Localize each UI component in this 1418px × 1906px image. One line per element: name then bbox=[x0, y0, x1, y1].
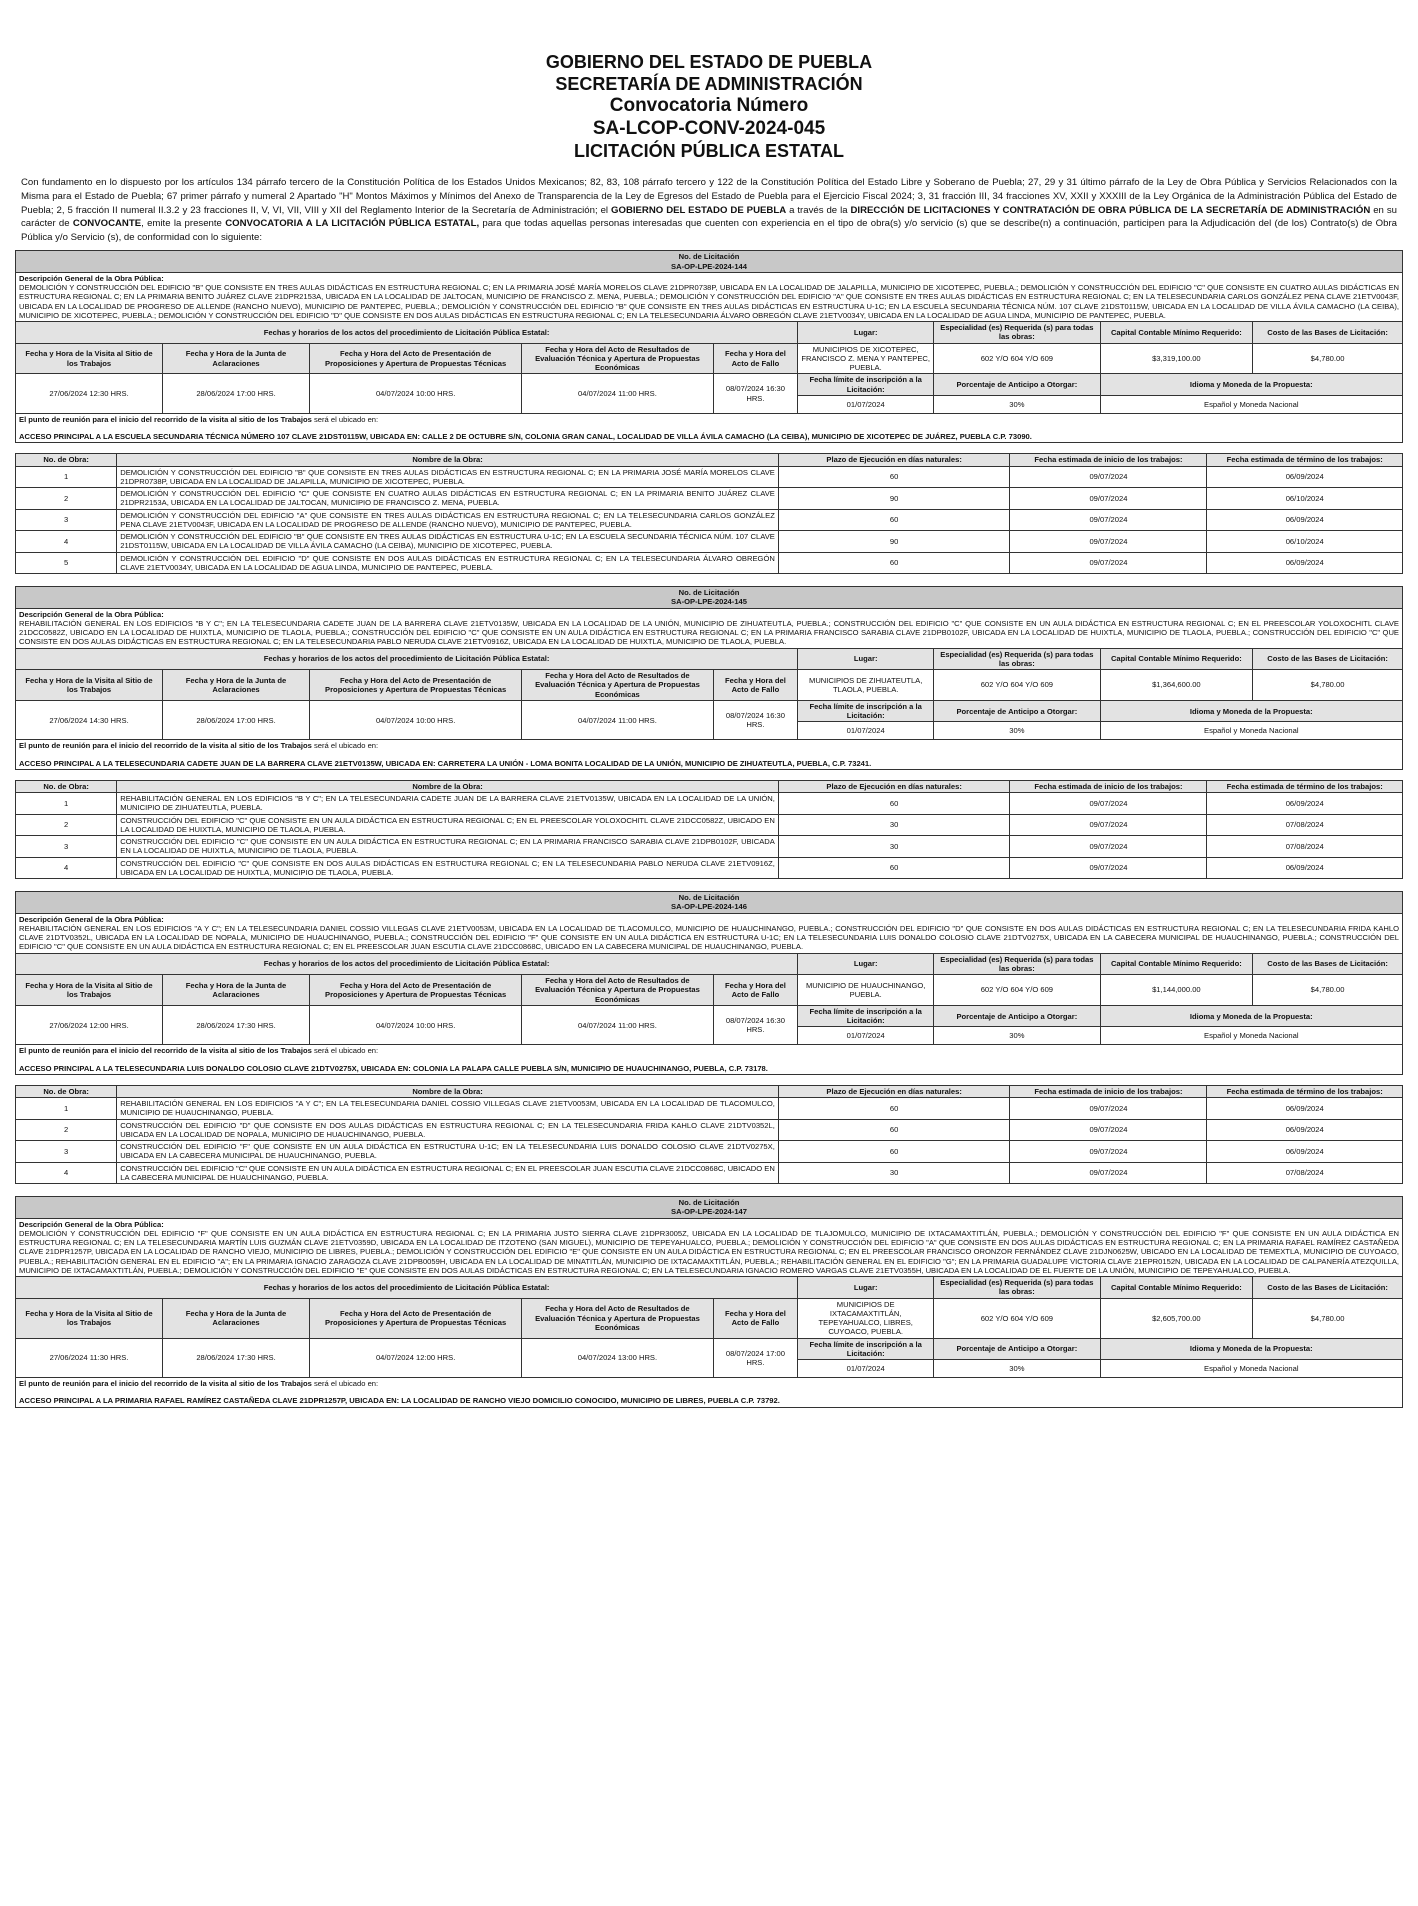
especialidad-value: 602 Y/O 604 Y/O 609 bbox=[934, 343, 1100, 374]
licitaciones-container bbox=[15, 250, 1403, 1407]
header-line-4: SA-LCOP-CONV-2024-045 bbox=[592, 117, 826, 139]
visita-label: Fecha y Hora de la Visita al Sitio de los Trabajos bbox=[16, 1298, 163, 1338]
plazo-header: Plazo de Ejecución en días naturales: bbox=[778, 1085, 1010, 1097]
obra-nombre: CONSTRUCCIÓN DEL EDIFICIO "C" QUE CONSISTE EN UN AULA DIDÁCTICA EN ESTRUCTURA REGIONAL C; EN EL PREESCOLAR JUAN ESCUTIA CLAVE 21DCC0868C, UBICADO EN LA CABECERA MUNICIPAL DE HUAUCHINANGO, PUEBLA. bbox=[117, 1162, 779, 1184]
description-label: Descripción General de la Obra Pública: bbox=[19, 273, 164, 283]
inicio-header: Fecha estimada de inicio de los trabajos: bbox=[1010, 454, 1207, 466]
obras-table bbox=[15, 1085, 1403, 1184]
costo-value: $4,780.00 bbox=[1253, 670, 1403, 701]
presentacion-label: Fecha y Hora del Acto de Presentación de Proposiciones y Apertura de Propuestas Técnicas bbox=[310, 343, 522, 374]
licitacion-section bbox=[15, 586, 1403, 879]
especialidad-label: Especialidad (es) Requerida (s) para todas las obras: bbox=[934, 322, 1100, 344]
costo-label: Costo de las Bases de Licitación: bbox=[1253, 648, 1403, 670]
punto-reunion-label-rest: será el ubicado en: bbox=[311, 1379, 379, 1389]
obra-inicio: 09/07/2024 bbox=[1010, 531, 1207, 553]
idioma-label: Idioma y Moneda de la Propuesta: bbox=[1100, 374, 1402, 396]
obra-no: 5 bbox=[16, 552, 117, 574]
obra-inicio: 09/07/2024 bbox=[1010, 1119, 1207, 1141]
obra-row bbox=[16, 793, 1403, 815]
costo-value: $4,780.00 bbox=[1253, 343, 1403, 374]
punto-reunion-value: ACCESO PRINCIPAL A LA TELESECUNDARIA LUIS DONALDO COLOSIO CLAVE 21DTV0275X, UBICADA EN: COLONIA LA PALAPA CALLE PUEBLA S/N, MUNICIPIO DE HUAUCHINANGO, PUEBLA, C.P. 73178. bbox=[19, 1063, 768, 1073]
intro-text-3: en su carácter de bbox=[21, 204, 1397, 230]
licitacion-section bbox=[15, 1196, 1403, 1408]
punto-reunion-label-rest: será el ubicado en: bbox=[311, 414, 379, 424]
fallo-label: Fecha y Hora del Acto de Fallo bbox=[713, 343, 798, 374]
punto-reunion-value: ACCESO PRINCIPAL A LA TELESECUNDARIA CADETE JUAN DE LA BARRERA CLAVE 21ETV0135W, UBICADA EN: CARRETERA LA UNIÓN - LOMA BONITA LOCALIDAD DE LA UNIÓN, MUNICIPIO DE ZIHUATEUTLA, PUEBLA, C.P. 73241. bbox=[19, 758, 872, 768]
nombre-obra-header: Nombre de la Obra: bbox=[117, 1085, 779, 1097]
obra-plazo: 60 bbox=[778, 509, 1010, 531]
licitacion-number: SA-OP-LPE-2024-145 bbox=[671, 597, 747, 607]
limite-value: 01/07/2024 bbox=[798, 1027, 934, 1045]
punto-reunion-label: El punto de reunión para el inicio del recorrido de la visita al sitio de los Trabajos bbox=[19, 1379, 312, 1389]
licitacion-table bbox=[15, 250, 1403, 443]
resultados-value: 04/07/2024 13:00 HRS. bbox=[522, 1338, 713, 1378]
obra-plazo: 60 bbox=[778, 857, 1010, 879]
obra-no: 2 bbox=[16, 1119, 117, 1141]
limite-value: 01/07/2024 bbox=[798, 1360, 934, 1378]
obra-nombre: CONSTRUCCIÓN DEL EDIFICIO "C" QUE CONSISTE EN DOS AULAS DIDÁCTICAS EN ESTRUCTURA REGIONAL C; EN LA TELESECUNDARIA PABLO NERUDA CLAVE 21ETV0916Z, UBICADA EN LA LOCALIDAD DE HUIXTLA, MUNICIPIO DE TLAOLA, PUEBLA. bbox=[117, 857, 779, 879]
presentacion-value: 04/07/2024 10:00 HRS. bbox=[310, 700, 522, 740]
obra-termino: 07/08/2024 bbox=[1207, 1162, 1403, 1184]
obra-row bbox=[16, 1141, 1403, 1163]
anticipo-label: Porcentaje de Anticipo a Otorgar: bbox=[934, 700, 1100, 722]
intro-text-4: , emite la presente bbox=[141, 218, 226, 230]
lugar-value: MUNICIPIO DE HUAUCHINANGO, PUEBLA. bbox=[798, 975, 934, 1006]
intro-text-2: a través de la bbox=[786, 204, 851, 216]
obra-plazo: 60 bbox=[778, 793, 1010, 815]
licitacion-section bbox=[15, 250, 1403, 574]
obra-plazo: 60 bbox=[778, 466, 1010, 488]
obra-plazo: 30 bbox=[778, 814, 1010, 836]
obra-nombre: DEMOLICIÓN Y CONSTRUCCIÓN DEL EDIFICIO "B" QUE CONSISTE EN TRES AULAS DIDÁCTICAS EN ESTRUCTURA REGIONAL C; EN LA PRIMARIA JOSÉ MARÍA MORELOS CLAVE 21DPR0738P, UBICADA EN LA LOCALIDAD DE JALAPILLA, MUNICIPIO DE XICOTEPEC, PUEBLA. bbox=[117, 466, 779, 488]
resultados-label: Fecha y Hora del Acto de Resultados de Evaluación Técnica y Apertura de Propuestas Económicas bbox=[522, 343, 713, 374]
resultados-value: 04/07/2024 11:00 HRS. bbox=[522, 700, 713, 740]
limite-label: Fecha límite de inscripción a la Licitación: bbox=[798, 374, 934, 396]
presentacion-value: 04/07/2024 10:00 HRS. bbox=[310, 374, 522, 414]
resultados-label: Fecha y Hora del Acto de Resultados de Evaluación Técnica y Apertura de Propuestas Económicas bbox=[522, 670, 713, 701]
idioma-value: Español y Moneda Nacional bbox=[1100, 722, 1402, 740]
licitacion-number-cell bbox=[16, 892, 1403, 914]
limite-label: Fecha límite de inscripción a la Licitación: bbox=[798, 1338, 934, 1360]
punto-reunion-label: El punto de reunión para el inicio del recorrido de la visita al sitio de los Trabajos bbox=[19, 741, 312, 751]
licitacion-number-cell bbox=[16, 251, 1403, 273]
obra-termino: 06/09/2024 bbox=[1207, 466, 1403, 488]
obra-row bbox=[16, 1162, 1403, 1184]
costo-value: $4,780.00 bbox=[1253, 1298, 1403, 1338]
junta-label: Fecha y Hora de la Junta de Aclaraciones bbox=[163, 670, 310, 701]
licitacion-number-cell bbox=[16, 587, 1403, 609]
obra-termino: 06/10/2024 bbox=[1207, 531, 1403, 553]
costo-label: Costo de las Bases de Licitación: bbox=[1253, 1277, 1403, 1299]
obra-row bbox=[16, 466, 1403, 488]
obra-no: 4 bbox=[16, 857, 117, 879]
obra-row bbox=[16, 1119, 1403, 1141]
obra-termino: 06/09/2024 bbox=[1207, 1141, 1403, 1163]
limite-value: 01/07/2024 bbox=[798, 722, 934, 740]
obra-plazo: 60 bbox=[778, 552, 1010, 574]
obra-plazo: 60 bbox=[778, 1098, 1010, 1120]
obra-nombre: CONSTRUCCIÓN DEL EDIFICIO "C" QUE CONSISTE EN UN AULA DIDÁCTICA EN ESTRUCTURA REGIONAL C; EN EL PREESCOLAR YOLOXOCHITL CLAVE 21DCC0582Z, UBICADO EN LA LOCALIDAD DE HUIXTLA, MUNICIPIO DE TLAOLA, PUEBLA. bbox=[117, 814, 779, 836]
licitacion-table bbox=[15, 586, 1403, 770]
lugar-value: MUNICIPIOS DE IXTACAMAXTITLÁN, TEPEYAHUALCO, LIBRES, CUYOACO, PUEBLA. bbox=[798, 1298, 934, 1338]
obra-nombre: CONSTRUCCIÓN DEL EDIFICIO "D" QUE CONSISTE EN DOS AULAS DIDÁCTICAS EN ESTRUCTURA REGIONAL C; EN LA TELESECUNDARIA FRIDA KAHLO CLAVE 21DTV0352L, UBICADA EN LA LOCALIDAD DE NOPALA, MUNICIPIO DE HUAUCHINANGO, PUEBLA. bbox=[117, 1119, 779, 1141]
obra-row bbox=[16, 552, 1403, 574]
costo-label: Costo de las Bases de Licitación: bbox=[1253, 953, 1403, 975]
anticipo-value: 30% bbox=[934, 395, 1100, 413]
obra-no: 2 bbox=[16, 814, 117, 836]
description-label: Descripción General de la Obra Pública: bbox=[19, 914, 164, 924]
obra-inicio: 09/07/2024 bbox=[1010, 552, 1207, 574]
obras-table bbox=[15, 453, 1403, 574]
termino-header: Fecha estimada de término de los trabajos: bbox=[1207, 454, 1403, 466]
obra-row bbox=[16, 857, 1403, 879]
nombre-obra-header: Nombre de la Obra: bbox=[117, 454, 779, 466]
no-obra-header: No. de Obra: bbox=[16, 780, 117, 792]
lugar-label: Lugar: bbox=[798, 1277, 934, 1299]
anticipo-label: Porcentaje de Anticipo a Otorgar: bbox=[934, 1005, 1100, 1027]
anticipo-label: Porcentaje de Anticipo a Otorgar: bbox=[934, 374, 1100, 396]
obra-termino: 06/09/2024 bbox=[1207, 857, 1403, 879]
junta-value: 28/06/2024 17:30 HRS. bbox=[163, 1338, 310, 1378]
document-page bbox=[15, 0, 1403, 1408]
punto-reunion-value: ACCESO PRINCIPAL A LA ESCUELA SECUNDARIA TÉCNICA NÚMERO 107 CLAVE 21DST0115W, UBICADA EN: CALLE 2 DE OCTUBRE S/N, COLONIA GRAN CANAL, LOCALIDAD DE VILLA ÁVILA CAMACHO (LA CEIBA), MUNICIPIO DE XICOTEPEC DE JUÁREZ, PUEBLA C.P. 73090. bbox=[19, 432, 1032, 442]
especialidad-label: Especialidad (es) Requerida (s) para todas las obras: bbox=[934, 648, 1100, 670]
obra-nombre: REHABILITACIÓN GENERAL EN LOS EDIFICIOS "B Y C"; EN LA TELESECUNDARIA CADETE JUAN DE LA BARRERA CLAVE 21ETV0135W, UBICADA EN LA LOCALIDAD DE LA UNIÓN, MUNICIPIO DE ZIHUATEUTLA, PUEBLA. bbox=[117, 793, 779, 815]
obra-nombre: REHABILITACIÓN GENERAL EN LOS EDIFICIOS "A Y C"; EN LA TELESECUNDARIA DANIEL COSSIO VILLEGAS CLAVE 21ETV0053M, UBICADA EN LA LOCALIDAD DE TLACOMULCO, MUNICIPIO DE HUAUCHINANGO, PUEBLA. bbox=[117, 1098, 779, 1120]
anticipo-value: 30% bbox=[934, 722, 1100, 740]
obra-no: 1 bbox=[16, 793, 117, 815]
anticipo-value: 30% bbox=[934, 1027, 1100, 1045]
obra-plazo: 90 bbox=[778, 531, 1010, 553]
obra-termino: 06/09/2024 bbox=[1207, 1098, 1403, 1120]
obra-no: 1 bbox=[16, 466, 117, 488]
obra-row bbox=[16, 509, 1403, 531]
description-text: REHABILITACIÓN GENERAL EN LOS EDIFICIOS "A Y C"; EN LA TELESECUNDARIA DANIEL COSSIO VILLEGAS CLAVE 21ETV0053M, UBICADA EN LA LOCALIDAD DE TLACOMULCO, MUNICIPIO DE HUAUCHINANGO, PUEBLA.; CONSTRUCCIÓN DEL EDIFICIO "D" QUE CONSISTE EN DOS AULAS DIDÁCTICAS EN ESTRUCTURA REGIONAL C; EN LA TELESECUNDARIA FRIDA KAHLO CLAVE 21DTV0352L, UBICADA EN LA LOCALIDAD DE NOPALA, MUNICIPIO DE HUAUCHINANGO, PUEBLA.; CONSTRUCCIÓN DEL EDIFICIO "F" QUE CONSISTE EN UN AULA DIDÁCTICA EN ESTRUCTURA U-1C; EN LA TELESECUNDARIA LUIS DONALDO COLOSIO CLAVE 21DTV0275X, UBICADA EN LA CABECERA MUNICIPAL DE HUAUCHINANGO, PUEBLA.; CONSTRUCCIÓN DEL EDIFICIO "C" QUE CONSISTE EN UN AULA DIDÁCTICA EN ESTRUCTURA REGIONAL C; EN EL PREESCOLAR JUAN ESCUTIA CLAVE 21DCC0868C, UBICADO EN LA CABECERA MUNICIPAL DE HUAUCHINANGO, PUEBLA. bbox=[19, 923, 1399, 952]
punto-reunion-cell bbox=[16, 740, 1403, 770]
visita-label: Fecha y Hora de la Visita al Sitio de los Trabajos bbox=[16, 670, 163, 701]
obra-row bbox=[16, 488, 1403, 510]
obra-termino: 06/09/2024 bbox=[1207, 1119, 1403, 1141]
punto-reunion-label: El punto de reunión para el inicio del recorrido de la visita al sitio de los Trabajos bbox=[19, 414, 312, 424]
obra-termino: 06/09/2024 bbox=[1207, 552, 1403, 574]
punto-reunion-label-rest: será el ubicado en: bbox=[311, 741, 379, 751]
obra-no: 3 bbox=[16, 1141, 117, 1163]
obra-nombre: DEMOLICIÓN Y CONSTRUCCIÓN DEL EDIFICIO "D" QUE CONSISTE EN DOS AULAS DIDÁCTICAS EN ESTRUCTURA REGIONAL C; EN LA TELESECUNDARIA ÁLVARO OBREGÓN CLAVE 21ETV0034Y, UBICADA EN LA LOCALIDAD DE AGUA LINDA, MUNICIPIO DE PANTEPEC, PUEBLA. bbox=[117, 552, 779, 574]
junta-value: 28/06/2024 17:30 HRS. bbox=[163, 1005, 310, 1045]
licitacion-table bbox=[15, 891, 1403, 1075]
resultados-value: 04/07/2024 11:00 HRS. bbox=[522, 1005, 713, 1045]
obra-nombre: CONSTRUCCIÓN DEL EDIFICIO "F" QUE CONSISTE EN UN AULA DIDÁCTICA EN ESTRUCTURA U-1C; EN LA TELESECUNDARIA LUIS DONALDO COLOSIO CLAVE 21DTV0275X, UBICADA EN LA CABECERA MUNICIPAL DE HUAUCHINANGO, PUEBLA. bbox=[117, 1141, 779, 1163]
junta-value: 28/06/2024 17:00 HRS. bbox=[163, 374, 310, 414]
obra-plazo: 30 bbox=[778, 1162, 1010, 1184]
obra-nombre: DEMOLICIÓN Y CONSTRUCCIÓN DEL EDIFICIO "B" QUE CONSISTE EN TRES AULAS DIDÁCTICAS EN ESTRUCTURA U-1C; EN LA ESCUELA SECUNDARIA TÉCNICA NÚM. 107 CLAVE 21DST0115W, UBICADA EN LA LOCALIDAD DE VILLA ÁVILA CAMACHO (LA CEIBA), MUNICIPIO DE XICOTEPEC, PUEBLA. bbox=[117, 531, 779, 553]
description-cell bbox=[16, 272, 1403, 321]
intro-bold-4: CONVOCATORIA A LA LICITACIÓN PÚBLICA ESTATAL, bbox=[225, 218, 480, 230]
obra-inicio: 09/07/2024 bbox=[1010, 466, 1207, 488]
obra-no: 3 bbox=[16, 836, 117, 858]
obra-inicio: 09/07/2024 bbox=[1010, 1098, 1207, 1120]
capital-value: $1,144,000.00 bbox=[1100, 975, 1253, 1006]
punto-reunion-cell bbox=[16, 1378, 1403, 1408]
header-line-3: Convocatoria Número bbox=[609, 95, 809, 117]
no-licitacion-label: No. de Licitación bbox=[678, 1198, 740, 1208]
presentacion-label: Fecha y Hora del Acto de Presentación de Proposiciones y Apertura de Propuestas Técnicas bbox=[310, 1298, 522, 1338]
resultados-label: Fecha y Hora del Acto de Resultados de Evaluación Técnica y Apertura de Propuestas Económicas bbox=[522, 1298, 713, 1338]
limite-label: Fecha límite de inscripción a la Licitación: bbox=[798, 700, 934, 722]
punto-reunion-cell bbox=[16, 413, 1403, 443]
junta-label: Fecha y Hora de la Junta de Aclaraciones bbox=[163, 975, 310, 1006]
inicio-header: Fecha estimada de inicio de los trabajos: bbox=[1010, 780, 1207, 792]
no-licitacion-label: No. de Licitación bbox=[678, 252, 740, 262]
no-licitacion-label: No. de Licitación bbox=[678, 893, 740, 903]
intro-bold-2: DIRECCIÓN DE LICITACIONES Y CONTRATACIÓN DE OBRA PÚBLICA DE LA SECRETARÍA DE ADMINISTRACIÓN bbox=[850, 204, 1371, 216]
description-text: REHABILITACIÓN GENERAL EN LOS EDIFICIOS "B Y C"; EN LA TELESECUNDARIA CADETE JUAN DE LA BARRERA CLAVE 21ETV0135W, UBICADA EN LA LOCALIDAD DE LA UNIÓN, MUNICIPIO DE ZIHUATEUTLA, PUEBLA.; CONSTRUCCIÓN DEL EDIFICIO "C" QUE CONSISTE EN UN AULA DIDÁCTICA EN ESTRUCTURA REGIONAL C; EN EL PREESCOLAR YOLOXOCHITL CLAVE 21DCC0582Z, UBICADO EN LA LOCALIDAD DE HUIXTLA, MUNICIPIO DE TLAOLA, PUEBLA.; CONSTRUCCIÓN DEL EDIFICIO "C" QUE CONSISTE EN UN AULA DIDÁCTICA EN ESTRUCTURA REGIONAL C; EN LA PRIMARIA FRANCISCO SARABIA CLAVE 21DPB0102F, UBICADA EN LA LOCALIDAD DE HUIXTLA, MUNICIPIO DE TLAOLA, PUEBLA.; CONSTRUCCIÓN DEL EDIFICIO "C" QUE CONSISTE EN DOS AULAS DIDÁCTICAS EN ESTRUCTURA REGIONAL C; EN LA TELESECUNDARIA PABLO NERUDA CLAVE 21ETV0916Z, UBICADA EN LA LOCALIDAD DE HUIXTLA, MUNICIPIO DE TLAOLA, PUEBLA. bbox=[19, 618, 1399, 647]
junta-label: Fecha y Hora de la Junta de Aclaraciones bbox=[163, 343, 310, 374]
fallo-value: 08/07/2024 16:30 HRS. bbox=[713, 1005, 798, 1045]
obra-termino: 06/09/2024 bbox=[1207, 509, 1403, 531]
inicio-header: Fecha estimada de inicio de los trabajos: bbox=[1010, 1085, 1207, 1097]
capital-label: Capital Contable Mínimo Requerido: bbox=[1100, 953, 1253, 975]
especialidad-value: 602 Y/O 604 Y/O 609 bbox=[934, 670, 1100, 701]
obra-nombre: CONSTRUCCIÓN DEL EDIFICIO "C" QUE CONSISTE EN UN AULA DIDÁCTICA EN ESTRUCTURA REGIONAL C; EN LA PRIMARIA FRANCISCO SARABIA CLAVE 21DPB0102F, UBICADA EN LA LOCALIDAD DE HUIXTLA, MUNICIPIO DE TLAOLA, PUEBLA. bbox=[117, 836, 779, 858]
idioma-label: Idioma y Moneda de la Propuesta: bbox=[1100, 1005, 1402, 1027]
idioma-value: Español y Moneda Nacional bbox=[1100, 1027, 1402, 1045]
intro-text-5: para que todas aquellas personas interesadas que cuenten con experiencia en el tipo de obra(s) y/o servicio (s) que se describe(n) a continuación, participen para la Adjudicación del (de los) Contrato(s) de Obra Pública y/o Servicio (s), de conformidad con lo siguiente: bbox=[21, 218, 1397, 243]
licitacion-number: SA-OP-LPE-2024-144 bbox=[671, 261, 747, 271]
description-label: Descripción General de la Obra Pública: bbox=[19, 1219, 164, 1229]
obra-termino: 07/08/2024 bbox=[1207, 814, 1403, 836]
plazo-header: Plazo de Ejecución en días naturales: bbox=[778, 780, 1010, 792]
description-label: Descripción General de la Obra Pública: bbox=[19, 609, 164, 619]
termino-header: Fecha estimada de término de los trabajos: bbox=[1207, 780, 1403, 792]
fallo-value: 08/07/2024 17:00 HRS. bbox=[713, 1338, 798, 1378]
obra-no: 2 bbox=[16, 488, 117, 510]
lugar-label: Lugar: bbox=[798, 648, 934, 670]
especialidad-label: Especialidad (es) Requerida (s) para todas las obras: bbox=[934, 953, 1100, 975]
fallo-label: Fecha y Hora del Acto de Fallo bbox=[713, 1298, 798, 1338]
licitacion-table bbox=[15, 1196, 1403, 1408]
obra-termino: 06/10/2024 bbox=[1207, 488, 1403, 510]
punto-reunion-value: ACCESO PRINCIPAL A LA PRIMARIA RAFAEL RAMÍREZ CASTAÑEDA CLAVE 21DPR1257P, UBICADA EN: LA LOCALIDAD DE RANCHO VIEJO DOMICILIO CONOCIDO, MUNICIPIO DE LIBRES, PUEBLA C.P. 73792. bbox=[19, 1396, 780, 1406]
lugar-value: MUNICIPIOS DE XICOTEPEC, FRANCISCO Z. MENA Y PANTEPEC, PUEBLA. bbox=[798, 343, 934, 374]
visita-value: 27/06/2024 14:30 HRS. bbox=[16, 700, 163, 740]
obra-plazo: 90 bbox=[778, 488, 1010, 510]
intro-paragraph bbox=[21, 176, 1397, 244]
lugar-label: Lugar: bbox=[798, 953, 934, 975]
especialidad-label: Especialidad (es) Requerida (s) para todas las obras: bbox=[934, 1277, 1100, 1299]
fechas-title: Fechas y horarios de los actos del procedimiento de Licitación Pública Estatal: bbox=[16, 648, 798, 670]
capital-label: Capital Contable Mínimo Requerido: bbox=[1100, 1277, 1253, 1299]
visita-value: 27/06/2024 12:30 HRS. bbox=[16, 374, 163, 414]
limite-value: 01/07/2024 bbox=[798, 395, 934, 413]
obras-table bbox=[15, 780, 1403, 879]
obra-row bbox=[16, 531, 1403, 553]
fechas-title: Fechas y horarios de los actos del procedimiento de Licitación Pública Estatal: bbox=[16, 1277, 798, 1299]
obra-inicio: 09/07/2024 bbox=[1010, 509, 1207, 531]
limite-label: Fecha límite de inscripción a la Licitación: bbox=[798, 1005, 934, 1027]
presentacion-value: 04/07/2024 10:00 HRS. bbox=[310, 1005, 522, 1045]
resultados-label: Fecha y Hora del Acto de Resultados de Evaluación Técnica y Apertura de Propuestas Económicas bbox=[522, 975, 713, 1006]
presentacion-label: Fecha y Hora del Acto de Presentación de Proposiciones y Apertura de Propuestas Técnicas bbox=[310, 975, 522, 1006]
obra-inicio: 09/07/2024 bbox=[1010, 793, 1207, 815]
document-header bbox=[15, 52, 1403, 162]
capital-value: $2,605,700.00 bbox=[1100, 1298, 1253, 1338]
visita-label: Fecha y Hora de la Visita al Sitio de los Trabajos bbox=[16, 975, 163, 1006]
fallo-value: 08/07/2024 16:30 HRS. bbox=[713, 700, 798, 740]
costo-label: Costo de las Bases de Licitación: bbox=[1253, 322, 1403, 344]
anticipo-value: 30% bbox=[934, 1360, 1100, 1378]
obra-no: 3 bbox=[16, 509, 117, 531]
obra-nombre: DEMOLICIÓN Y CONSTRUCCIÓN DEL EDIFICIO "C" QUE CONSISTE EN CUATRO AULAS DIDÁCTICAS EN ESTRUCTURA REGIONAL C; EN LA PRIMARIA BENITO JUÁREZ CLAVE 21DPR2153A, UBICADA EN LA LOCALIDAD DE JALTOCAN, MUNICIPIO DE FRANCISCO Z. MENA, PUEBLA. bbox=[117, 488, 779, 510]
lugar-label: Lugar: bbox=[798, 322, 934, 344]
especialidad-value: 602 Y/O 604 Y/O 609 bbox=[934, 1298, 1100, 1338]
no-obra-header: No. de Obra: bbox=[16, 1085, 117, 1097]
header-line-1: GOBIERNO DEL ESTADO DE PUEBLA bbox=[545, 52, 873, 72]
obra-row bbox=[16, 1098, 1403, 1120]
intro-bold-3: CONVOCANTE bbox=[72, 218, 142, 230]
description-text: DEMOLICIÓN Y CONSTRUCCIÓN DEL EDIFICIO "F" QUE CONSISTE EN UN AULA DIDÁCTICA EN ESTRUCTURA REGIONAL C; EN LA PRIMARIA JUSTO SIERRA CLAVE 21DPR3005Z, UBICADA EN LA LOCALIDAD DE TLAJOMULCO, MUNICIPIO DE IXTACAMAXTITLÁN, PUEBLA.; DEMOLICIÓN Y CONSTRUCCIÓN DEL EDIFICIO "F" QUE CONSISTE EN UN AULA DIDÁCTICA EN ESTRUCTURA REGIONAL C; EN LA TELESECUNDARIA MARTÍN LUIS GUZMÁN CLAVE 21ETV0359D, UBICADA EN LA LOCALIDAD DE ITZOTENO (SAN MIGUEL), MUNICIPIO DE TEPEYAHUALCO, PUEBLA.; DEMOLICIÓN Y CONSTRUCCIÓN DEL EDIFICIO "A" QUE CONSISTE EN DOS AULAS DIDÁCTICAS EN ESTRUCTURA REGIONAL C; EN LA PRIMARIA RAFAEL RAMÍREZ CASTAÑEDA CLAVE 21DPR1257P, UBICADA EN LA LOCALIDAD DE RANCHO VIEJO, MUNICIPIO DE LIBRES, PUEBLA.; DEMOLICIÓN Y CONSTRUCCIÓN DEL EDIFICIO "E" QUE CONSISTE EN UN AULA DIDÁCTICA EN ESTRUCTURA REGIONAL C; EN EL PREESCOLAR FRANCISCO ORONZOR FERNÁNDEZ CLAVE 21DJN0625W, UBICADO EN LA LOCALIDAD DE TEMEXTLA, MUNICIPIO DE CUYOACO, PUEBLA.; REHABILITACIÓN GENERAL EN EL EDIFICIO "A"; EN LA PRIMARIA IGNACIO ZARAGOZA CLAVE 21DPB0059H, UBICADA EN LA LOCALIDAD DE MINATITLÁN, MUNICIPIO DE IXTACAMAXTITLÁN, PUEBLA.; REHABILITACIÓN GENERAL EN EL EDIFICIO "G"; EN LA PRIMARIA GUADALUPE VICTORIA CLAVE 21EPR0152N, UBICADA EN LA LOCALIDAD DE CALPANERÍA ATEZQUILLA, MUNICIPIO DE IXTACAMAXTITLÁN, PUEBLA.; DEMOLICIÓN Y CONSTRUCCIÓN DEL EDIFICIO "E" QUE CONSISTE EN DOS AULAS DIDÁCTICAS EN ESTRUCTURA REGIONAL C; EN LA TELESECUNDARIA IGNACIO ROMERO VARGAS CLAVE 21ETV0355H, UBICADA EN LA LOCALIDAD DE EL FUERTE DE LA UNIÓN, MUNICIPIO DE TEPEYAHUALCO, PUEBLA. bbox=[19, 1228, 1399, 1275]
obra-row bbox=[16, 836, 1403, 858]
licitacion-number: SA-OP-LPE-2024-146 bbox=[671, 902, 747, 912]
visita-value: 27/06/2024 12:00 HRS. bbox=[16, 1005, 163, 1045]
capital-label: Capital Contable Mínimo Requerido: bbox=[1100, 322, 1253, 344]
fallo-value: 08/07/2024 16:30 HRS. bbox=[713, 374, 798, 414]
capital-value: $1,364,600.00 bbox=[1100, 670, 1253, 701]
description-cell bbox=[16, 913, 1403, 953]
lugar-value: MUNICIPIOS DE ZIHUATEUTLA, TLAOLA, PUEBLA. bbox=[798, 670, 934, 701]
punto-reunion-label: El punto de reunión para el inicio del recorrido de la visita al sitio de los Trabajos bbox=[19, 1046, 312, 1056]
licitacion-number-cell bbox=[16, 1197, 1403, 1219]
description-text: DEMOLICIÓN Y CONSTRUCCIÓN DEL EDIFICIO "B" QUE CONSISTE EN TRES AULAS DIDÁCTICAS EN ESTRUCTURA REGIONAL C; EN LA PRIMARIA JOSÉ MARÍA MORELOS CLAVE 21DPR0738P, UBICADA EN LA LOCALIDAD DE JALAPILLA, MUNICIPIO DE XICOTEPEC, PUEBLA.; DEMOLICIÓN Y CONSTRUCCIÓN DEL EDIFICIO "C" QUE CONSISTE EN CUATRO AULAS DIDÁCTICAS EN ESTRUCTURA REGIONAL C; EN LA PRIMARIA BENITO JUÁREZ CLAVE 21DPR2153A, UBICADA EN LA LOCALIDAD DE JALTOCAN, MUNICIPIO DE FRANCISCO Z. MENA, PUEBLA.; DEMOLICIÓN Y CONSTRUCCIÓN DEL EDIFICIO "A" QUE CONSISTE EN TRES AULAS DIDÁCTICAS EN ESTRUCTURA REGIONAL C; EN LA TELESECUNDARIA CARLOS GONZÁLEZ PENA CLAVE 21ETV0043F, UBICADA EN LA LOCALIDAD DE PROGRESO DE ALLENDE (RANCHO NUEVO), MUNICIPIO DE PANTEPEC, PUEBLA.; DEMOLICIÓN Y CONSTRUCCIÓN DEL EDIFICIO "B" QUE CONSISTE EN TRES AULAS DIDÁCTICAS EN ESTRUCTURA U-1C; EN LA ESCUELA SECUNDARIA TÉCNICA NÚM. 107 CLAVE 21DST0115W, UBICADA EN LA LOCALIDAD DE VILLA ÁVILA CAMACHO (LA CEIBA), MUNICIPIO DE XICOTEPEC, PUEBLA.; DEMOLICIÓN Y CONSTRUCCIÓN DEL EDIFICIO "D" QUE CONSISTE EN DOS AULAS DIDÁCTICAS EN ESTRUCTURA REGIONAL C; EN LA TELESECUNDARIA ÁLVARO OBREGÓN CLAVE 21ETV0034Y, UBICADA EN LA LOCALIDAD DE AGUA LINDA, MUNICIPIO DE PANTEPEC, PUEBLA. bbox=[19, 283, 1399, 320]
header-line-2: SECRETARÍA DE ADMINISTRACIÓN bbox=[555, 73, 863, 94]
no-obra-header: No. de Obra: bbox=[16, 454, 117, 466]
idioma-label: Idioma y Moneda de la Propuesta: bbox=[1100, 1338, 1402, 1360]
obra-inicio: 09/07/2024 bbox=[1010, 1162, 1207, 1184]
fallo-label: Fecha y Hora del Acto de Fallo bbox=[713, 975, 798, 1006]
capital-label: Capital Contable Mínimo Requerido: bbox=[1100, 648, 1253, 670]
capital-value: $3,319,100.00 bbox=[1100, 343, 1253, 374]
obra-nombre: DEMOLICIÓN Y CONSTRUCCIÓN DEL EDIFICIO "A" QUE CONSISTE EN TRES AULAS DIDÁCTICAS EN ESTRUCTURA REGIONAL C; EN LA TELESECUNDARIA CARLOS GONZÁLEZ PENA CLAVE 21ETV0043F, UBICADA EN LA LOCALIDAD DE PROGRESO DE ALLENDE (RANCHO NUEVO), MUNICIPIO DE PANTEPEC, PUEBLA. bbox=[117, 509, 779, 531]
plazo-header: Plazo de Ejecución en días naturales: bbox=[778, 454, 1010, 466]
licitacion-section bbox=[15, 891, 1403, 1184]
visita-value: 27/06/2024 11:30 HRS. bbox=[16, 1338, 163, 1378]
intro-bold-1: GOBIERNO DEL ESTADO DE PUEBLA bbox=[611, 204, 787, 216]
punto-reunion-label-rest: será el ubicado en: bbox=[311, 1046, 379, 1056]
obra-plazo: 60 bbox=[778, 1141, 1010, 1163]
punto-reunion-cell bbox=[16, 1045, 1403, 1075]
idioma-label: Idioma y Moneda de la Propuesta: bbox=[1100, 700, 1402, 722]
costo-value: $4,780.00 bbox=[1253, 975, 1403, 1006]
fallo-label: Fecha y Hora del Acto de Fallo bbox=[713, 670, 798, 701]
junta-label: Fecha y Hora de la Junta de Aclaraciones bbox=[163, 1298, 310, 1338]
obra-no: 4 bbox=[16, 531, 117, 553]
header-line-5: LICITACIÓN PÚBLICA ESTATAL bbox=[574, 140, 844, 161]
obra-row bbox=[16, 814, 1403, 836]
no-licitacion-label: No. de Licitación bbox=[678, 588, 740, 598]
presentacion-value: 04/07/2024 12:00 HRS. bbox=[310, 1338, 522, 1378]
fechas-title: Fechas y horarios de los actos del procedimiento de Licitación Pública Estatal: bbox=[16, 322, 798, 344]
fechas-title: Fechas y horarios de los actos del procedimiento de Licitación Pública Estatal: bbox=[16, 953, 798, 975]
termino-header: Fecha estimada de término de los trabajos: bbox=[1207, 1085, 1403, 1097]
obra-plazo: 60 bbox=[778, 1119, 1010, 1141]
obra-termino: 07/08/2024 bbox=[1207, 836, 1403, 858]
description-cell bbox=[16, 608, 1403, 648]
idioma-value: Español y Moneda Nacional bbox=[1100, 395, 1402, 413]
obra-inicio: 09/07/2024 bbox=[1010, 857, 1207, 879]
intro-text-1: Con fundamento en lo dispuesto por los artículos 134 párrafo tercero de la Constitución Política de los Estados Unidos Mexicanos; 82, 83, 108 párrafo tercero y 122 de la Constitución Política del Estado Libre y Soberano de Puebla; 27, 29 y 31 último párrafo de la Ley de Obra Pública y Servicios Relacionados con la Misma para el Estado de Puebla; 67 primer párrafo y numeral 2 Apartado "H" Montos Máximos y Mínimos del Anexo de Transparencia de la Ley de Egresos del Estado de Puebla para el Ejercicio Fiscal 2024; 3, 31 fracción III, 34 fracciones XV, XXII y XXXIII de la Ley Orgánica de la Administración Pública del Estado de Puebla; 2, 5 fracción II numeral II.3.2 y 23 fracciones II, V, VI, VII, VIII y XII del Reglamento Interior de la Secretaría de Administración; el bbox=[21, 177, 1397, 216]
resultados-value: 04/07/2024 11:00 HRS. bbox=[522, 374, 713, 414]
obra-termino: 06/09/2024 bbox=[1207, 793, 1403, 815]
nombre-obra-header: Nombre de la Obra: bbox=[117, 780, 779, 792]
obra-inicio: 09/07/2024 bbox=[1010, 488, 1207, 510]
description-cell bbox=[16, 1218, 1403, 1277]
licitacion-number: SA-OP-LPE-2024-147 bbox=[671, 1207, 747, 1217]
obra-inicio: 09/07/2024 bbox=[1010, 836, 1207, 858]
obra-no: 4 bbox=[16, 1162, 117, 1184]
especialidad-value: 602 Y/O 604 Y/O 609 bbox=[934, 975, 1100, 1006]
junta-value: 28/06/2024 17:00 HRS. bbox=[163, 700, 310, 740]
obra-plazo: 30 bbox=[778, 836, 1010, 858]
obra-inicio: 09/07/2024 bbox=[1010, 814, 1207, 836]
presentacion-label: Fecha y Hora del Acto de Presentación de Proposiciones y Apertura de Propuestas Técnicas bbox=[310, 670, 522, 701]
obra-inicio: 09/07/2024 bbox=[1010, 1141, 1207, 1163]
obra-no: 1 bbox=[16, 1098, 117, 1120]
idioma-value: Español y Moneda Nacional bbox=[1100, 1360, 1402, 1378]
anticipo-label: Porcentaje de Anticipo a Otorgar: bbox=[934, 1338, 1100, 1360]
visita-label: Fecha y Hora de la Visita al Sitio de los Trabajos bbox=[16, 343, 163, 374]
